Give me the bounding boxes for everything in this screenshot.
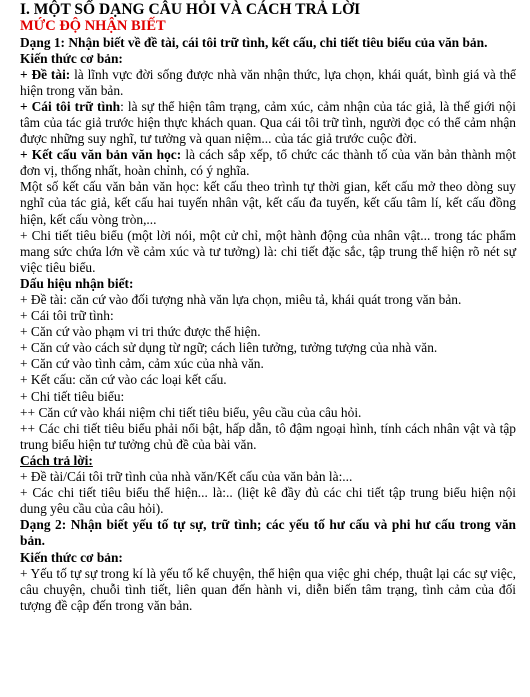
dau-hieu-line: + Cái tôi trữ tình:	[20, 308, 114, 324]
cai-toi-text: : là sự thể hiện tâm trạng, cảm xúc, cảm nhận của tác giả, là thế giới nội tâm của tác giả trước hiện thực khách quan. Qua cái tôi trữ tình, người đọc có thể cảm nhận được những suy nghĩ, tư tưởng và quan niệm... của tác giả trước cuộc đời.	[20, 98, 516, 147]
dau-hieu-last-paragraph: ++ Các chi tiết tiêu biểu phải nổi bật, hấp dẫn, tô đậm ngoại hình, tính cách nhân vật và tập trung biểu hiện tư tưởng chủ đề của bài văn.	[20, 420, 516, 452]
ket-cau-term: + Kết cấu văn bản văn học:	[20, 147, 182, 163]
dau-hieu-line: + Căn cứ vào phạm vi tri thức được thể hiện.	[20, 324, 261, 340]
tu-su-paragraph: + Yếu tố tự sự trong kí là yếu tố kể chuyện, thể hiện qua việc ghi chép, thuật lại các sự việc, câu chuyện, chuỗi tình tiết, liên quan đến hành vi, diễn biến tâm trạng, tình cảm của đối tượng đề cập đến trong văn bản.	[20, 565, 516, 613]
de-tai-paragraph	[20, 67, 516, 99]
level-title: MỨC ĐỘ NHẬN BIẾT	[20, 18, 166, 34]
dau-hieu-line: ++ Căn cứ vào khái niệm chi tiết tiêu biểu, yêu cầu của câu hỏi.	[20, 404, 362, 420]
dang1-kien-thuc-heading: Kiến thức cơ bản:	[20, 50, 123, 66]
de-tai-text: là lĩnh vực đời sống được nhà văn nhận thức, lựa chọn, khái quát, bình giá và thể hiện trong văn bản.	[20, 66, 516, 98]
section-title: I. MỘT SỐ DẠNG CÂU HỎI VÀ CÁCH TRẢ LỜI	[20, 1, 361, 18]
dau-hieu-line: + Chi tiết tiêu biểu:	[20, 388, 125, 404]
dau-hieu-line: + Căn cứ vào cách sử dụng từ ngữ; cách liên tưởng, tưởng tượng của nhà văn.	[20, 340, 438, 356]
dang2-kien-thuc-heading: Kiến thức cơ bản:	[20, 549, 123, 565]
dau-hieu-line: + Căn cứ vào tình cảm, cảm xúc của nhà văn.	[20, 356, 264, 372]
ket-cau-paragraph	[20, 147, 516, 179]
cach-tra-loi-paragraph: + Các chi tiết tiêu biểu thể hiện... là:.. (liệt kê đầy đủ các chi tiết tập trung biểu hiện nội dung yêu cầu của câu hỏi).	[20, 485, 516, 517]
cai-toi-paragraph	[20, 99, 516, 147]
cach-tra-loi-line: + Đề tài/Cái tôi trữ tình của nhà văn/Kết cấu của văn bản là:...	[20, 469, 353, 485]
dau-hieu-heading: Dấu hiệu nhận biết:	[20, 275, 134, 291]
cai-toi-term: + Cái tôi trữ tình	[20, 98, 121, 114]
de-tai-term: + Đề tài:	[20, 66, 71, 82]
cach-tra-loi-heading: Cách trả lời:	[20, 452, 93, 468]
dau-hieu-line: + Kết cấu: căn cứ vào các loại kết cấu.	[20, 372, 227, 388]
mot-so-ket-cau-paragraph: Một số kết cấu văn bản văn học: kết cấu theo trình tự thời gian, kết cấu mở theo dòng suy nghĩ của tác giả, kết cấu hai tuyến nhân vật, kết cấu đa tuyến, kết cấu tâm lí, kết cấu đồng hiện, kết cấu vòng tròn,...	[20, 179, 516, 227]
ket-cau-text: là cách sắp xếp, tổ chức các thành tố của văn bản thành một đơn vị, thống nhất, hoàn chỉnh, có ý nghĩa.	[20, 147, 516, 179]
dang1-heading: Dạng 1: Nhận biết về đề tài, cái tôi trữ tình, kết cấu, chi tiết tiêu biểu của văn bản.	[20, 34, 488, 50]
chi-tiet-paragraph: + Chi tiết tiêu biểu (một lời nói, một cử chỉ, một hành động của nhân vật... trong tác phẩm mang sức chứa lớn về cảm xúc và tư tưởng) là: chi tiết đặc sắc, tập trung thể hiện rõ nét sự việc tiêu biểu.	[20, 227, 516, 275]
dau-hieu-line: + Đề tài: căn cứ vào đối tượng nhà văn lựa chọn, miêu tả, khái quát trong văn bản.	[20, 292, 462, 307]
dang2-heading: Dạng 2: Nhận biết yếu tố tự sự, trữ tình; các yếu tố hư cấu và phi hư cấu trong văn bản.	[20, 517, 516, 549]
